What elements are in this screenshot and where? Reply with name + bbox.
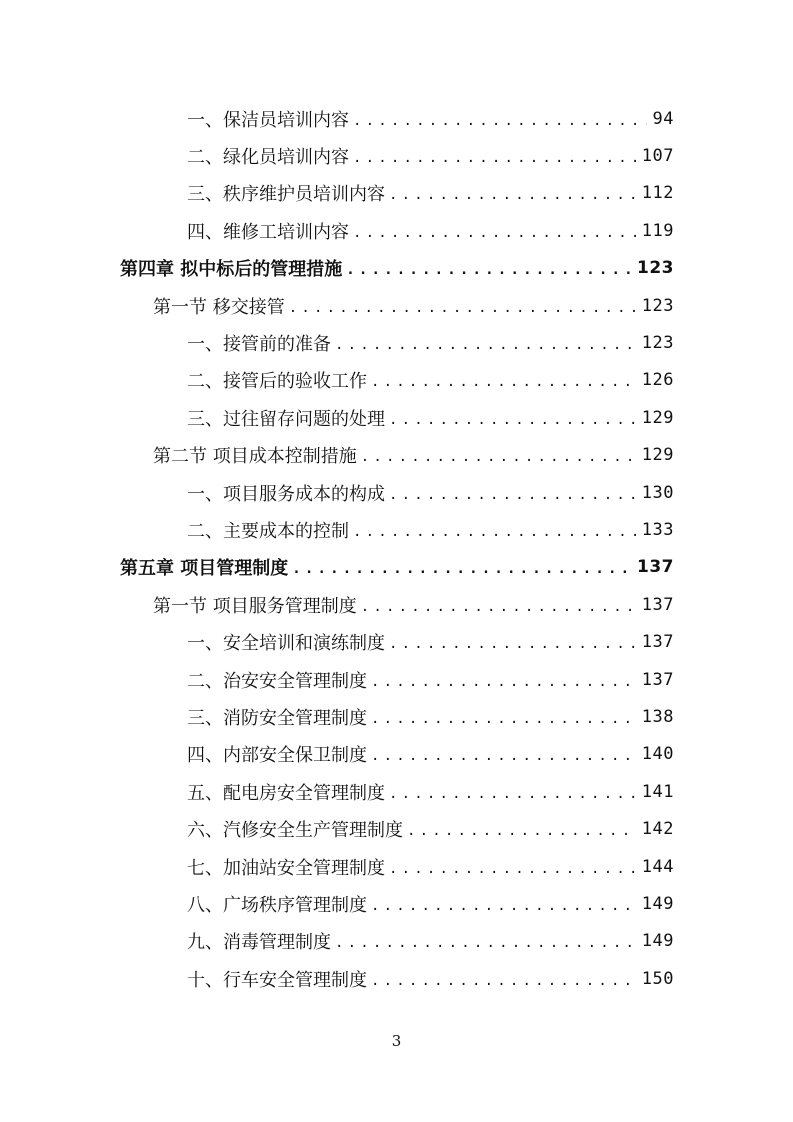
toc-dot-leader [335, 334, 636, 352]
toc-entry[interactable] [0, 810, 793, 847]
toc-dot-leader [353, 521, 636, 539]
toc-entry-page: 112 [641, 183, 674, 204]
toc-entry-title: 十、行车安全管理制度 [187, 969, 367, 991]
toc-entry-page: 107 [641, 146, 674, 167]
toc-dot-leader [361, 596, 636, 614]
toc-entry-title: 一、接管前的准备 [187, 334, 331, 356]
toc-entry-page: 123 [637, 258, 674, 279]
toc-entry-page: 150 [641, 968, 674, 989]
toc-entry-page: 123 [641, 333, 674, 354]
toc-dot-leader [371, 970, 636, 988]
toc-dot-leader [389, 633, 636, 651]
toc-dot-leader [407, 820, 636, 838]
page-number: 3 [391, 1032, 402, 1050]
toc-dot-leader [389, 184, 636, 202]
toc-entry-page: 94 [652, 108, 674, 129]
toc-entry[interactable] [0, 960, 793, 997]
toc-entry-title: 一、保洁员培训内容 [187, 109, 349, 131]
toc-entry-title: 一、项目服务成本的构成 [187, 483, 385, 505]
toc-entry[interactable] [0, 100, 793, 137]
toc-chapter-entry[interactable] [0, 250, 793, 287]
toc-dot-leader [371, 745, 636, 763]
toc-dot-leader [292, 558, 631, 576]
toc-entry-title: 二、绿化员培训内容 [187, 147, 349, 169]
toc-entry-page: 129 [641, 407, 674, 428]
toc-entry-title: 一、安全培训和演练制度 [187, 633, 385, 655]
toc-entry[interactable] [0, 399, 793, 436]
toc-dot-leader [335, 932, 636, 950]
toc-entry-page: 140 [641, 744, 674, 765]
toc-entry-page: 133 [641, 519, 674, 540]
toc-dot-leader [353, 110, 647, 128]
toc-dot-leader [353, 222, 636, 240]
toc-entry-page: 137 [637, 557, 674, 578]
toc-entry[interactable] [0, 848, 793, 885]
toc-entry-title: 第一节 移交接管 [153, 296, 285, 318]
toc-dot-leader [389, 783, 636, 801]
toc-entry-title: 第四章 拟中标后的管理措施 [120, 259, 343, 281]
toc-entry-page: 138 [641, 706, 674, 727]
toc-dot-leader [371, 708, 636, 726]
toc-entry[interactable] [0, 137, 793, 174]
toc-entry[interactable] [0, 885, 793, 922]
toc-entry-page: 126 [641, 370, 674, 391]
toc-dot-leader [353, 147, 636, 165]
toc-entry[interactable] [0, 623, 793, 660]
toc-dot-leader [371, 671, 636, 689]
toc-dot-leader [289, 297, 636, 315]
toc-entry-title: 五、配电房安全管理制度 [187, 782, 385, 804]
toc-entry-title: 四、内部安全保卫制度 [187, 745, 367, 767]
toc-entry-title: 第二节 项目成本控制措施 [153, 446, 357, 468]
toc-entry[interactable] [0, 773, 793, 810]
toc-entry-title: 第一节 项目服务管理制度 [153, 595, 357, 617]
toc-entry-title: 三、秩序维护员培训内容 [187, 184, 385, 206]
toc-entry-title: 四、维修工培训内容 [187, 221, 349, 243]
toc-entry[interactable] [0, 736, 793, 773]
toc-entry-title: 三、过往留存问题的处理 [187, 408, 385, 430]
table-of-contents [0, 100, 793, 997]
toc-dot-leader [389, 409, 636, 427]
toc-entry[interactable] [0, 923, 793, 960]
toc-entry-page: 144 [641, 856, 674, 877]
toc-entry-title: 二、主要成本的控制 [187, 520, 349, 542]
toc-entry-title: 二、治安安全管理制度 [187, 670, 367, 692]
toc-dot-leader [371, 371, 636, 389]
toc-entry-page: 130 [641, 482, 674, 503]
toc-dot-leader [371, 895, 636, 913]
toc-entry-page: 149 [641, 893, 674, 914]
toc-entry-page: 137 [641, 632, 674, 653]
toc-entry-page: 129 [641, 445, 674, 466]
toc-entry-page: 137 [641, 669, 674, 690]
toc-entry[interactable] [0, 698, 793, 735]
toc-dot-leader [389, 858, 636, 876]
toc-entry[interactable] [0, 212, 793, 249]
toc-entry-title: 六、汽修安全生产管理制度 [187, 820, 403, 842]
toc-entry-title: 三、消防安全管理制度 [187, 707, 367, 729]
toc-entry[interactable] [0, 474, 793, 511]
toc-entry[interactable] [0, 175, 793, 212]
toc-section-entry[interactable] [0, 287, 793, 324]
toc-dot-leader [389, 484, 636, 502]
toc-section-entry[interactable] [0, 437, 793, 474]
toc-entry[interactable] [0, 324, 793, 361]
toc-entry-page: 119 [641, 220, 674, 241]
toc-entry-page: 149 [641, 931, 674, 952]
toc-entry-title: 七、加油站安全管理制度 [187, 857, 385, 879]
toc-entry-page: 137 [641, 594, 674, 615]
toc-entry-title: 九、消毒管理制度 [187, 932, 331, 954]
toc-entry[interactable] [0, 362, 793, 399]
toc-entry-page: 141 [641, 781, 674, 802]
toc-dot-leader [346, 259, 631, 277]
toc-entry-title: 八、广场秩序管理制度 [187, 894, 367, 916]
toc-chapter-entry[interactable] [0, 549, 793, 586]
toc-entry-page: 123 [641, 295, 674, 316]
toc-entry[interactable] [0, 661, 793, 698]
toc-section-entry[interactable] [0, 586, 793, 623]
toc-entry[interactable] [0, 511, 793, 548]
toc-entry-title: 二、接管后的验收工作 [187, 371, 367, 393]
toc-dot-leader [361, 446, 636, 464]
toc-entry-title: 第五章 项目管理制度 [120, 558, 289, 580]
toc-entry-page: 142 [641, 819, 674, 840]
